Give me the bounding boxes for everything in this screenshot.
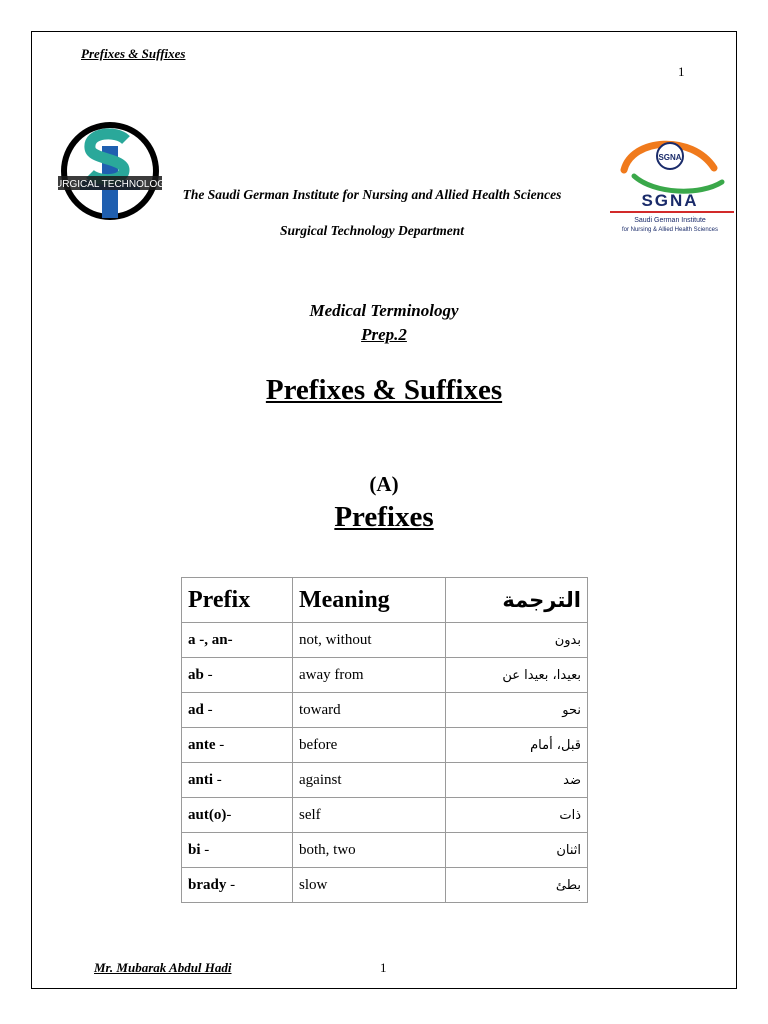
prefix-cell — [182, 623, 293, 658]
table-row — [182, 693, 588, 728]
course-level: Prep.2 — [361, 325, 407, 344]
logo-left-text: SURGICAL TECHNOLOGY — [48, 179, 172, 190]
prefix-term: bi — [188, 841, 201, 858]
footer-page-number: 1 — [380, 960, 387, 975]
surgical-technology-logo — [48, 118, 172, 224]
translation-cell: اثنان — [446, 833, 588, 868]
prefix-dash: - — [226, 876, 236, 893]
prefix-term: ante — [188, 736, 216, 753]
sgna-line2: for Nursing & Allied Health Sciences — [621, 227, 719, 233]
prefix-term: brady — [188, 876, 227, 893]
table-row — [182, 658, 588, 693]
course-name: Medical Terminology — [309, 301, 459, 320]
translation-cell: ضد — [446, 763, 588, 798]
prefix-table — [181, 577, 588, 903]
section-title: Prefixes — [334, 501, 434, 533]
meaning-cell: before — [293, 728, 446, 763]
prefix-term: aut(o) — [188, 806, 227, 823]
prefix-cell — [182, 798, 293, 833]
section-letter: (A) — [369, 472, 399, 496]
translation-cell: ذات — [446, 798, 588, 833]
footer-author: Mr. Mubarak Abdul Hadi — [94, 960, 232, 975]
header-title: Prefixes & Suffixes — [81, 46, 186, 61]
sgna-badge-text: SGNA — [658, 153, 682, 162]
prefix-cell — [182, 658, 293, 693]
prefix-term: a -, an- — [188, 631, 233, 648]
table-header-row — [182, 578, 588, 623]
table-row — [182, 623, 588, 658]
meaning-cell: against — [293, 763, 446, 798]
prefix-cell — [182, 693, 293, 728]
prefix-dash: - — [215, 736, 225, 753]
institution-name: The Saudi German Institute for Nursing and Allied Health Sciences — [182, 187, 562, 202]
prefix-cell — [182, 728, 293, 763]
table-row — [182, 728, 588, 763]
prefix-term: anti — [188, 771, 214, 788]
meaning-cell: away from — [293, 658, 446, 693]
prefix-cell — [182, 833, 293, 868]
prefix-dash: - — [203, 666, 213, 683]
table-row — [182, 763, 588, 798]
prefix-cell — [182, 763, 293, 798]
prefix-dash: - — [213, 771, 222, 788]
sgna-line1: Saudi German Institute — [634, 217, 706, 224]
department-name: Surgical Technology Department — [279, 223, 464, 238]
table-row — [182, 868, 588, 903]
meaning-cell: self — [293, 798, 446, 833]
prefix-term: ad — [188, 701, 204, 718]
meaning-cell: toward — [293, 693, 446, 728]
main-title: Prefixes & Suffixes — [265, 374, 503, 406]
prefix-dash: - — [226, 806, 232, 823]
translation-cell: قبل، أمام — [446, 728, 588, 763]
sgna-name: SGNA — [641, 191, 699, 210]
prefix-dash: - — [203, 701, 213, 718]
meaning-cell: slow — [293, 868, 446, 903]
sgna-logo — [604, 134, 738, 238]
column-header-meaning: Meaning — [293, 578, 446, 623]
translation-cell: بعيدا، بعيدا عن — [446, 658, 588, 693]
column-header-prefix: Prefix — [182, 578, 293, 623]
prefix-term: ab — [188, 666, 204, 683]
meaning-cell: both, two — [293, 833, 446, 868]
meaning-cell: not, without — [293, 623, 446, 658]
translation-cell: بطئ — [446, 868, 588, 903]
translation-cell: بدون — [446, 623, 588, 658]
prefix-dash: - — [200, 841, 210, 858]
prefix-cell — [182, 868, 293, 903]
page-number-top: 1 — [678, 64, 685, 79]
table-row — [182, 833, 588, 868]
column-header-translation: الترجمة — [446, 578, 588, 623]
translation-cell: نحو — [446, 693, 588, 728]
table-row — [182, 798, 588, 833]
